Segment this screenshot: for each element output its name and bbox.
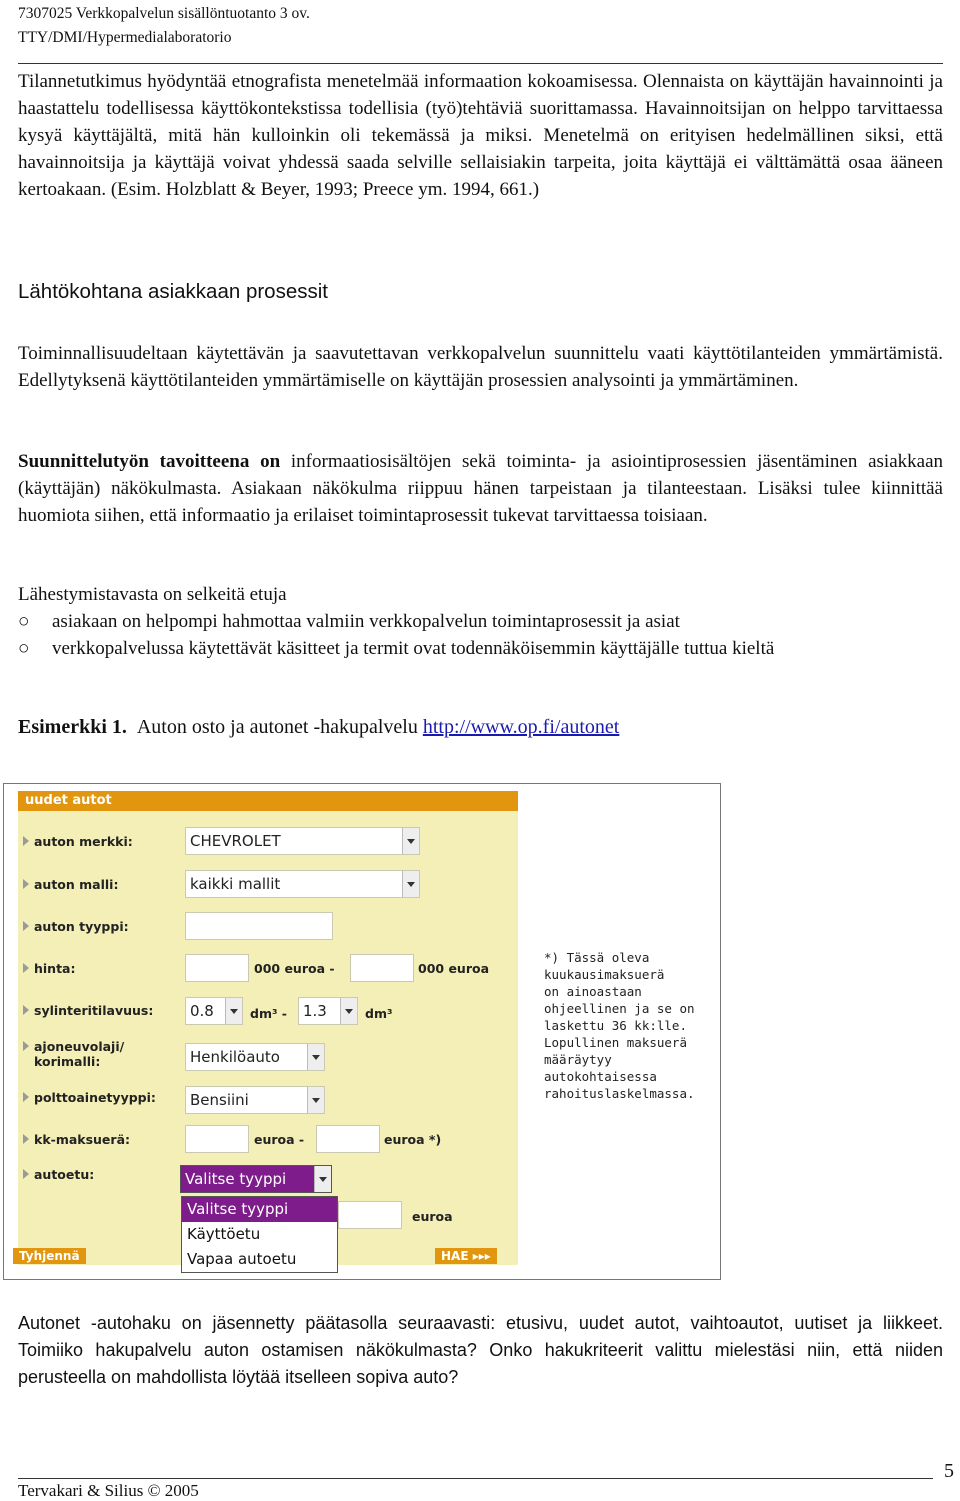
price-to-input[interactable] [350, 954, 414, 982]
benefit-list [18, 608, 953, 662]
dropdown-option[interactable]: Käyttöetu [187, 1225, 261, 1243]
list-item: ○ asiakaan on helpompi hahmottaa valmiin verkkopalvelun toimintaprosessit ja asiat [18, 608, 953, 635]
car-search-screenshot [3, 783, 721, 1280]
chevron-down-icon [230, 1009, 238, 1014]
displacement-to-select[interactable]: 1.3 [298, 997, 358, 1025]
model-select[interactable]: kaikki mallit [185, 870, 420, 898]
circle-bullet-icon: ○ [18, 638, 30, 659]
footer-divider [18, 1478, 933, 1479]
dropdown-option[interactable]: Vapaa autoetu [187, 1250, 297, 1268]
chevron-down-icon [312, 1098, 320, 1103]
row-arrow-icon [23, 1041, 29, 1051]
label-body-type: ajoneuvolaji/ korimalli: [34, 1039, 125, 1069]
course-title: 7307025 Verkkopalvelun sisällöntuotanto 3 ov. [18, 5, 310, 22]
dropdown-option[interactable]: Valitse tyyppi [182, 1197, 337, 1222]
monthly-to-unit: euroa *) [384, 1132, 442, 1147]
reset-button[interactable]: Tyhjennä [13, 1248, 86, 1264]
example-text: Auton osto ja autonet -hakupalvelu [136, 716, 418, 738]
row-arrow-icon [23, 1169, 29, 1179]
benefit-select[interactable]: Valitse tyyppi [180, 1165, 332, 1193]
price-to-unit: 000 euroa [418, 961, 490, 976]
label-fuel: polttoainetyyppi: [34, 1090, 156, 1105]
price-from-input[interactable] [185, 954, 249, 982]
benefit-unit: euroa [412, 1209, 453, 1224]
list-intro: Lähestymistavasta on selkeitä etuja [18, 584, 287, 605]
brand-select[interactable]: CHEVROLET [185, 827, 420, 855]
dm3-unit: dm³ - [250, 1006, 287, 1021]
monthly-to-input[interactable] [316, 1125, 380, 1153]
dm3-unit: dm³ [365, 1006, 393, 1021]
chevron-down-icon [407, 839, 415, 844]
paragraph-3 [18, 448, 943, 529]
closing-paragraph: Autonet -autohaku on jäsennetty päätasolla seuraavasti: etusivu, uudet autot, vaihtoautot, uutiset ja liikkeet. Toimiiko hakupalvelu auton ostamisen näkökulmasta? Onko hakukriteerit valittu mielestäsi niin, että niiden perusteella on mahdollista löytää itselleen sopiva auto? [18, 1313, 943, 1387]
row-arrow-icon [23, 879, 29, 889]
body-type-select[interactable]: Henkilöauto [185, 1043, 325, 1071]
department: TTY/DMI/Hypermedialaboratorio [18, 29, 232, 46]
header-divider [18, 63, 943, 64]
paragraph-2: Toiminnallisuudeltaan käytettävän ja saavutettavan verkkopalvelun suunnittelu vaati käyttötilanteiden ymmärtämistä. Edellytyksenä käyttötilanteiden ymmärtämiselle on käyttäjän prosessien analysointi ja ymmärtäminen. [18, 343, 943, 391]
paragraph-3-bold: Suunnittelutyön tavoitteena on [18, 451, 281, 472]
chevron-down-icon [319, 1177, 327, 1182]
fuel-select[interactable]: Bensiini [185, 1086, 325, 1114]
footer-authors: Tervakari & Silius © 2005 [18, 1481, 199, 1500]
benefit-dropdown-list [181, 1196, 338, 1273]
label-price: hinta: [34, 961, 76, 976]
chevron-down-icon [407, 882, 415, 887]
example-caption [18, 716, 619, 739]
row-arrow-icon [23, 1134, 29, 1144]
label-displacement: sylinteritilavuus: [34, 1003, 154, 1018]
row-arrow-icon [23, 1005, 29, 1015]
circle-bullet-icon: ○ [18, 611, 30, 632]
row-arrow-icon [23, 921, 29, 931]
paragraph-3-text: informaatiosisältöjen sekä toiminta- ja asiointiprosessien jäsentäminen asiakkaan (käyttäjän) näkökulmasta. Asiakaan näkökulma riippuu hänen tarpeistaan ja tilanteestaan. Lisäksi tulee kiinnittää huomiota siihen, että informaatio ja erilaiset toimintaprosessit tukevat tarvittaessa toisiaan. [18, 451, 943, 526]
row-arrow-icon [23, 1092, 29, 1102]
chevron-down-icon [345, 1009, 353, 1014]
form-title: uudet autot [18, 791, 518, 811]
monthly-from-input[interactable] [185, 1125, 249, 1153]
label-benefit: autoetu: [34, 1167, 95, 1182]
row-arrow-icon [23, 963, 29, 973]
benefit-amount-input[interactable] [338, 1201, 402, 1229]
monthly-payment-note: *) Tässä oleva kuukausimaksuerä on ainoastaan ohjeellinen ja se on laskettu 36 kk:lle. Lopullinen maksuerä määräytyy autokohtaisessa rahoituslaskelmassa. [544, 950, 695, 1101]
label-brand: auton merkki: [34, 834, 133, 849]
displacement-from-select[interactable]: 0.8 [185, 997, 243, 1025]
row-arrow-icon [23, 836, 29, 846]
chevron-down-icon [312, 1055, 320, 1060]
price-from-unit: 000 euroa - [254, 961, 335, 976]
label-monthly: kk-maksuerä: [34, 1132, 131, 1147]
example-label: Esimerkki 1. [18, 716, 127, 738]
search-form-panel [18, 791, 518, 1265]
type-input[interactable] [185, 912, 333, 940]
monthly-from-unit: euroa - [254, 1132, 305, 1147]
autonet-link[interactable]: http://www.op.fi/autonet [422, 716, 620, 738]
section-heading: Lähtökohtana asiakkaan prosessit [18, 280, 328, 303]
intro-paragraph: Tilannetutkimus hyödyntää etnografista menetelmää informaation kokoamisessa. Olennaista on käyttäjän havainnointi ja haastattelu todellisessa käyttökontekstissa todellisia (työ)tehtäviä suorittamassa. Havainnoitsijan on helppo tarvittaessa kysyä käyttäjältä, mitä hän kulloinkin oli tekemässä ja miksi. Menetelmä on erityisen hedelmällinen siksi, että havainnoitsija ja käyttäjä voivat yhdessä saada selville sellaisiakin tarpeita, joita käyttäjä ei välttämättä osaa ääneen kertoakaan. (Esim. Holzblatt & Beyer, 1993; Preece ym. 1994, 661.) [18, 71, 943, 200]
page-number: 5 [944, 1460, 954, 1482]
label-model: auton malli: [34, 877, 119, 892]
search-button[interactable]: HAE ▸▸▸ [435, 1248, 497, 1264]
list-item: ○ verkkopalvelussa käytettävät käsitteet ja termit ovat todennäköisemmin käyttäjälle tuttua kieltä [18, 635, 953, 662]
label-type: auton tyyppi: [34, 919, 129, 934]
document-header [18, 2, 310, 50]
